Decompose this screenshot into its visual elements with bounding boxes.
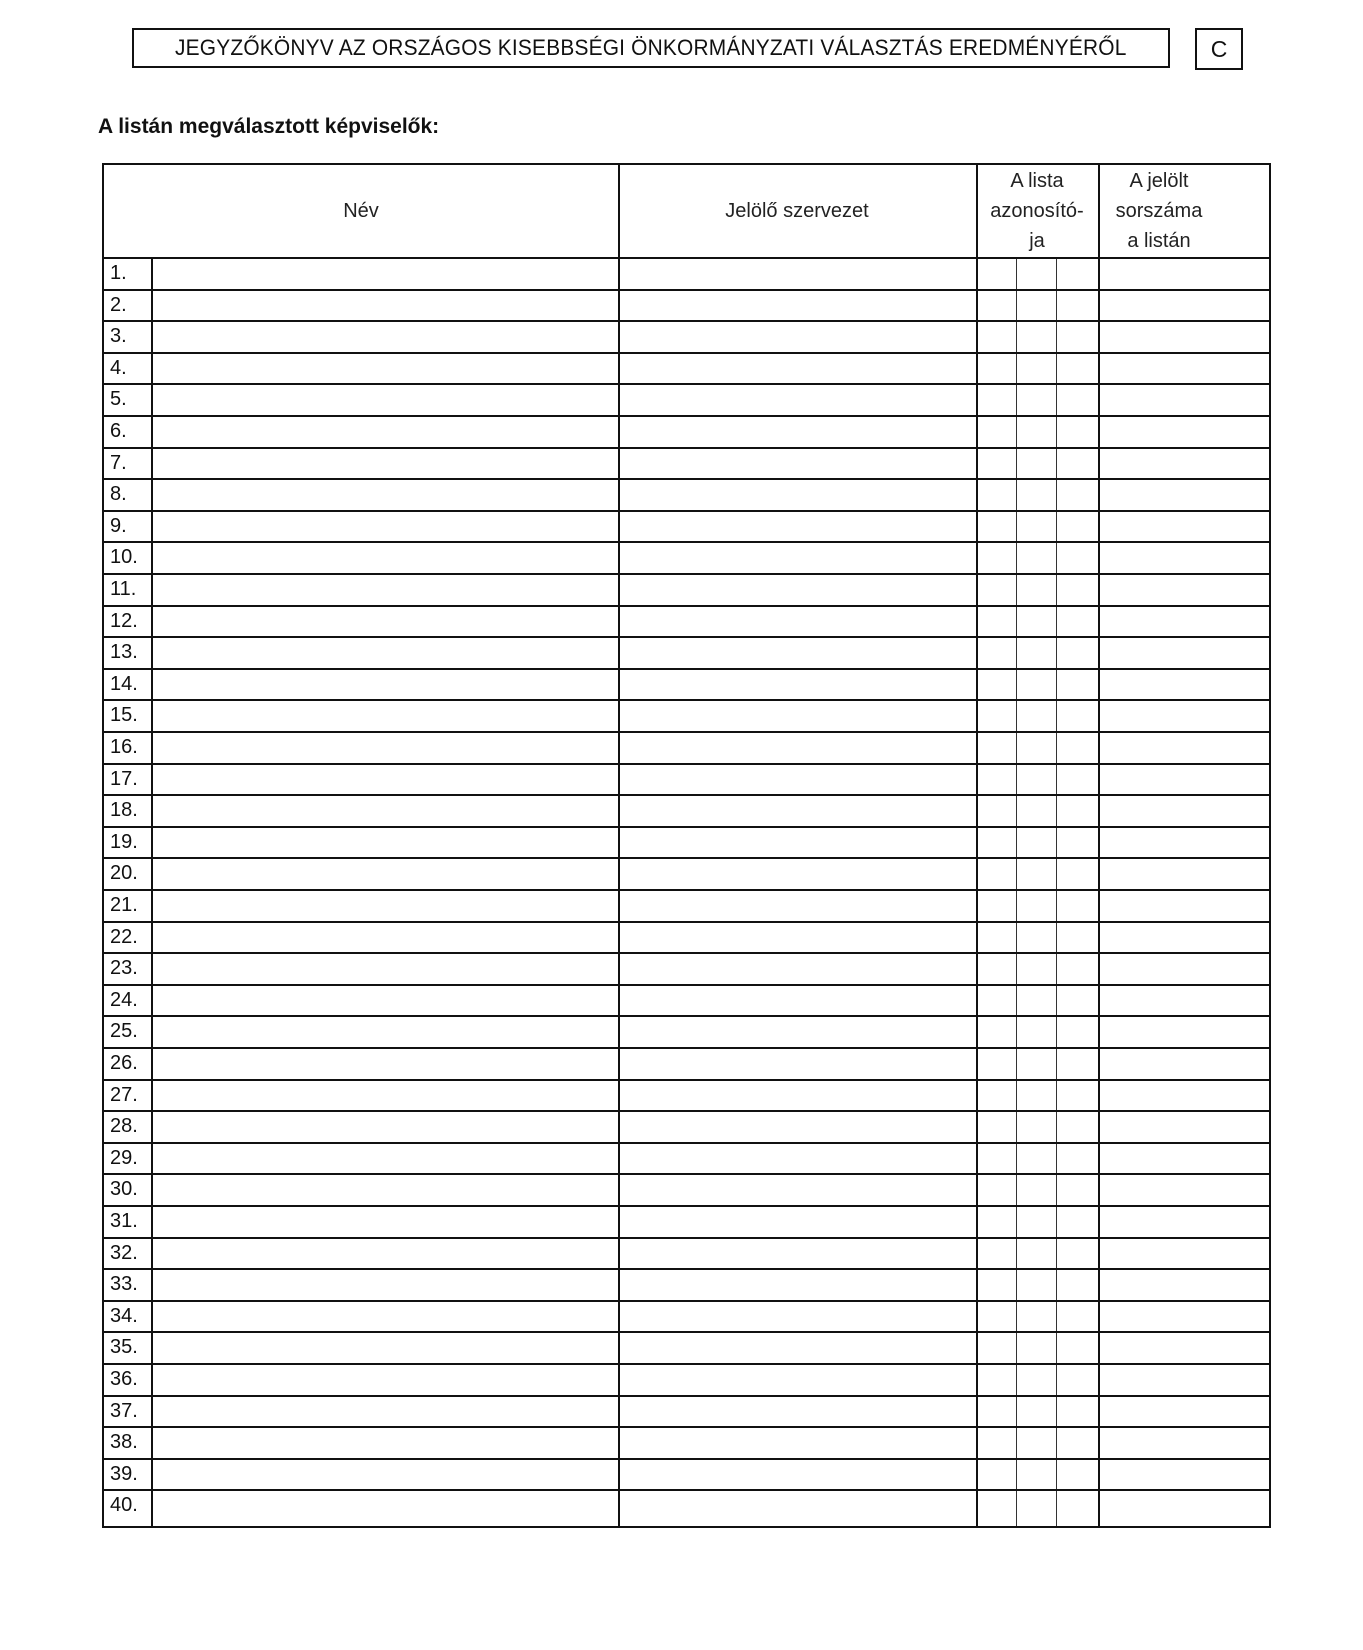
row-number: 20. [110, 862, 138, 885]
table-row-divider [104, 1047, 1269, 1049]
table-row-divider [104, 541, 1269, 543]
row-number: 1. [110, 262, 127, 284]
table-row-divider [104, 636, 1269, 638]
header-organization: Jelölő szervezet [725, 200, 869, 222]
section-heading: A listán megválasztott képviselők: [98, 115, 440, 138]
row-number: 12. [110, 609, 138, 632]
table-body [104, 165, 1269, 1526]
row-number: 11. [110, 578, 137, 600]
document-title [132, 28, 1170, 68]
row-number: 39. [110, 1462, 138, 1485]
table-row-divider [104, 984, 1269, 986]
row-number: 36. [110, 1368, 138, 1390]
row-number: 21. [110, 894, 138, 916]
table-row-divider [104, 415, 1269, 417]
row-number: 15. [110, 704, 138, 727]
table-row-divider [104, 731, 1269, 733]
header-name: Név [343, 200, 379, 222]
row-number: 22. [110, 925, 138, 948]
row-number: 23. [110, 957, 138, 980]
table-row-divider [104, 352, 1269, 354]
row-number: 30. [110, 1178, 138, 1201]
row-number: 13. [110, 641, 138, 664]
document-title-text: JEGYZŐKÖNYV AZ ORSZÁGOS KISEBBSÉGI ÖNKORMÁNYZATI VÁLASZTÁS EREDMÉNYÉRŐL [175, 35, 1127, 60]
row-number: 7. [110, 451, 127, 474]
table-row-divider [104, 510, 1269, 512]
table-row-divider [104, 1331, 1269, 1333]
row-number: 10. [110, 546, 138, 569]
table-row-divider [104, 889, 1269, 891]
row-number: 37. [110, 1399, 138, 1422]
row-number: 24. [110, 988, 138, 1011]
row-number: 33. [110, 1273, 138, 1296]
table-row-divider [104, 383, 1269, 385]
table-row-divider [104, 320, 1269, 322]
row-number: 17. [110, 767, 138, 790]
table-row-divider [104, 1015, 1269, 1017]
table-row-divider [104, 1300, 1269, 1302]
row-number: 6. [110, 420, 127, 442]
row-number: 19. [110, 830, 138, 853]
header-list-id: A lista azonosító-ja [990, 170, 1084, 252]
row-number: 5. [110, 388, 127, 411]
table-row-divider [104, 857, 1269, 859]
table-row-divider [104, 605, 1269, 607]
row-number: 27. [110, 1083, 138, 1106]
row-number: 40. [110, 1494, 138, 1517]
table-row-divider [104, 763, 1269, 765]
row-number: 2. [110, 293, 127, 316]
table-row-divider [104, 794, 1269, 796]
table-row-divider [104, 1426, 1269, 1428]
table-row-divider [104, 921, 1269, 923]
row-number: 8. [110, 483, 127, 506]
row-number: 16. [110, 736, 138, 758]
row-number: 38. [110, 1431, 138, 1454]
row-number: 26. [110, 1052, 138, 1074]
row-number: 29. [110, 1146, 138, 1169]
elected-representatives-table [102, 163, 1271, 1528]
row-number: 32. [110, 1241, 138, 1264]
row-number: 18. [110, 799, 138, 822]
table-row-divider [104, 1173, 1269, 1175]
row-number: 25. [110, 1020, 138, 1043]
table-row-divider [104, 1237, 1269, 1239]
table-row-divider [104, 1363, 1269, 1365]
row-number: 4. [110, 356, 127, 379]
table-row-divider [104, 1205, 1269, 1207]
table-row-divider [104, 1395, 1269, 1397]
table-row-divider [104, 447, 1269, 449]
row-number: 31. [110, 1210, 138, 1232]
table-row-divider [104, 1079, 1269, 1081]
form-code-box [1195, 28, 1243, 70]
table-row-divider [104, 478, 1269, 480]
row-number: 3. [110, 325, 127, 348]
table-row-divider [104, 952, 1269, 954]
table-row-divider [104, 1489, 1269, 1491]
table-row-divider [104, 668, 1269, 670]
table-row-divider [104, 1110, 1269, 1112]
table-row-divider [104, 1268, 1269, 1270]
table-row-divider [104, 699, 1269, 701]
table-row-divider [104, 1142, 1269, 1144]
table-row-divider [104, 573, 1269, 575]
header-candidate-number: A jelölt sorszáma a listán [1115, 170, 1203, 252]
table-row-divider [104, 257, 1269, 259]
row-number: 14. [110, 672, 138, 695]
table-row-divider [104, 826, 1269, 828]
row-number: 28. [110, 1115, 138, 1138]
table-row-divider [104, 1458, 1269, 1460]
row-number: 9. [110, 514, 127, 537]
form-code: C [1210, 35, 1228, 62]
row-number: 34. [110, 1304, 138, 1327]
table-row-divider [104, 289, 1269, 291]
row-number: 35. [110, 1336, 138, 1359]
